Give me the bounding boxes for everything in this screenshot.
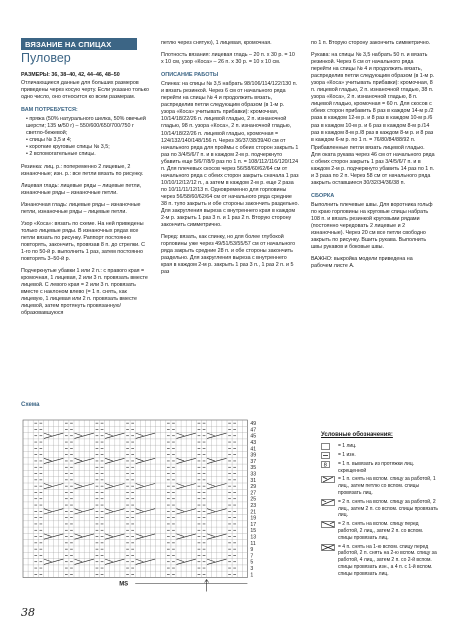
materials-item: • спицы № 3,5 и 4; [26, 137, 149, 144]
assembly-instructions: Выполнить плечевые швы. Для воротника гольф по краю горловины на круговые спицы набрать 108 п. и вязать резинкой круговыми рядами (постоянно чередовать 2 лицевые и 2 изнаночные). Через 20 см все петли свободно закрыть по рисунку. Вшить рукава. Выполнить швы рукавов и боковые швы. [311, 201, 433, 251]
row-label: 25 [250, 496, 257, 503]
front-cont: по 1 п. Вторую сторону закончить симметрично. [311, 40, 431, 46]
row-label: 33 [250, 471, 257, 478]
column-3 [311, 40, 435, 271]
knitting-chart [21, 410, 297, 592]
stop-arrow-icon [205, 580, 209, 592]
legend-text: = 2 п. снять на вспом. спицу за работой, 2 лиц., затем 2 п. со вспом. спицы провязать лиц. [338, 498, 439, 519]
row-label: 41 [250, 446, 257, 453]
row-label: 1 [250, 572, 254, 579]
row-label: 23 [250, 503, 257, 509]
cable-pattern: Узор «Коса»: вязать по схеме. На ней приведены только лицевые ряды. В изнаночных рядах все петли вязать по рисунку. Раппорт постоянно повторять, закончить, провязав 8 п. до стрелки. С 1-го по 50-й р. выполнить 1 раз, затем постоянно повторять 3–50-й р. [21, 220, 145, 263]
materials-list [21, 116, 149, 158]
assembly-heading: СБОРКА [311, 192, 335, 199]
cross-2-2-right-symbol-icon [321, 499, 335, 506]
schema-heading: Схема [21, 402, 40, 408]
rib-stitch: Резинка: лиц. р.: попеременно 2 лицевые, 2 изнаночные; изн. р.: все петли вязать по рисунку. [21, 163, 144, 177]
front-instructions: Перед: вязать, как спинку, но для более глубокой горловины уже через 49/51/53/55/57 см от начального ряда закрыть средние 28 п. и обе стороны закончить раздельно. Для закругления выреза с внутреннего края в каждом 2-м р. закрыть 1 раз 3 п., 1 раз 2 п. и 5 раз [161, 234, 296, 276]
row-label: 45 [250, 433, 257, 440]
sizes-note: Отличающиеся данные для больших размеров приведены через косую черту. Если указано только одно число, оно относится ко всем размерам. [21, 80, 149, 101]
purl-symbol-icon [321, 452, 335, 459]
instructions-heading: ОПИСАНИЕ РАБОТЫ [161, 72, 219, 79]
row-label: 47 [250, 427, 257, 434]
sleeves-instructions: Рукава: на спицы № 3,5 набрать 50 п. и вязать резинкой. Через 6 см от начального ряда перейти на спицы № 4 и продолжить вязать, распределив петли следующим образом (в 1-м р. узора «Коса» учитывать прибавки): кромочная, 8 п. лицевой гладью, 2 п. изнаночной гладью, 38 п. узора «Коса», 2 п. изнаночной гладью, 8 п. лицевой гладью, кромочная = 60 п. Для скосов с обеих сторон прибавить 8 раз в каждом 14-м р./2 раза в каждом 12-м р. и 8 раз в каждом 10-м р./6 раз в каждом 10-м р. и 6 раз в каждом 8-м р./14 раз в каждом 8-м р./8 раз в каждом 8-м р. и 8 раз в каждом 6-м р. по 1 п. = 76/80/84/88/92 п. [311, 52, 435, 143]
legend-text: = 4 п. снять на 1-ю вспом. спицу перед работой, 2 п. снять на 2-ю вспом. спицу за работой, 4 лиц., затем 2 п. со 2-й вспом. спицы провязать изн., а 4 п. с 1-й вспом. спицы провязать лиц. [338, 543, 437, 577]
legend-item [321, 476, 439, 496]
section-header [21, 38, 137, 65]
row-label: 5 [250, 559, 254, 566]
legend-item [321, 544, 439, 578]
legend-text: = 1 изн. [338, 451, 356, 458]
reverse-stitch: Изнаночная гладь: лицевые ряды – изнаночные петли, изнаночные ряды – лицевые петли. [21, 201, 141, 215]
knit-symbol-icon [321, 443, 335, 450]
page-number: 38 [21, 606, 35, 619]
legend-item [321, 461, 439, 475]
legend-item [321, 499, 439, 519]
legend-title: Условные обозначения: [321, 432, 393, 438]
row-label: 27 [250, 490, 257, 497]
row-label: 39 [250, 452, 257, 459]
svg-text:8: 8 [323, 462, 327, 468]
article-title: Пуловер [21, 51, 71, 65]
cross-4-2-4-symbol-icon [321, 544, 335, 551]
materials-item: • пряжа (50% натурального шелка, 50% овечьей шерсти; 135 м/50 г) – 550/600/650/700/750 г светло-бежевой; [26, 116, 149, 137]
row-label: 19 [250, 515, 257, 522]
legend [321, 432, 439, 580]
legend-text: = 1 п. вывязать из протяжки лиц. скрещенной [338, 460, 415, 474]
section-band: ВЯЗАНИЕ НА СПИЦАХ [21, 38, 137, 50]
row-label: 31 [250, 477, 257, 484]
gauge: Плотность вязания: лицевая гладь – 20 п. х 30 р. = 10 х 10 см, узор «Коса» – 26 п. х 30 р. = 10 х 10 см. [161, 52, 295, 66]
row-label: 3 [250, 566, 254, 572]
stockinette-stitch: Лицевая гладь: лицевые ряды – лицевые петли, изнаночные ряды – изнаночные петли. [21, 182, 142, 196]
important-note: ВАЖНО: выкройка модели приведена на рабочем листе А. [311, 256, 413, 270]
legend-text: = 1 п. снять на вспом. спицу за работой, 1 лиц., затем петлю со вспом. спицы провязать лиц. [338, 476, 436, 496]
twisted-increase-symbol-icon [321, 461, 335, 468]
cross-1-1-symbol-icon [321, 476, 335, 483]
row-label: 43 [250, 440, 257, 446]
legend-item [321, 521, 439, 541]
row-label: 11 [250, 540, 256, 547]
row-label: 49 [250, 421, 257, 428]
decreases: Подчеркнутые убавки 1 или 2 п.: с правого края = кромочная, 1 лицевая, 2 или 3 п. провязать вместе лицевой. С левого края = 2 или 3 п. провязать вместе с наклоном влево (= 1 п. снять, как лицевую, 1 лицевая или 2 п. провязать вместе лицевой, затем протянуть провязанную/образовавшуюся [21, 268, 148, 317]
row-label: 15 [250, 528, 257, 535]
row-label: 29 [250, 484, 257, 491]
row-label: 37 [250, 458, 257, 465]
column-2 [161, 40, 299, 277]
legend-text: = 2 п. снять на вспом. спицу перед работой, 2 лиц., затем 2 п. со вспом. спицы провязать лиц. [338, 521, 424, 541]
ms-label: MS [119, 581, 129, 588]
row-label: 17 [250, 521, 257, 528]
legend-item [321, 452, 439, 459]
row-label: 9 [250, 547, 254, 554]
row-label: 13 [250, 534, 257, 541]
legend-item [321, 443, 439, 450]
materials-heading: ВАМ ПОТРЕБУЕТСЯ: [21, 107, 78, 114]
sizes: РАЗМЕРЫ: 36, 38–40, 42, 44–46, 48–50 [21, 72, 120, 78]
materials-item: • 2 вспомогательные спицы. [26, 151, 149, 158]
row-label: 35 [250, 465, 257, 472]
materials-item: • короткие круговые спицы № 3,5; [26, 144, 149, 151]
legend-text: = 1 лиц. [338, 442, 357, 449]
decreases-cont: петлю через снятую), 1 лицевая, кромочная. [161, 40, 272, 46]
row-label: 7 [250, 553, 254, 560]
cross-2-2-left-symbol-icon [321, 521, 335, 528]
row-label: 21 [250, 509, 257, 516]
column-1 [21, 72, 149, 318]
back-instructions: Спинка: на спицы № 3,5 набрать 98/106/114/122/130 п. и вязать резинкой. Через 6 см от начального ряда перейти на спицы № 4 и продолжить вязать, распределив петли следующим образом (в 1-м р. узора «Коса» учитывать прибавки): кромочная, 10/14/18/22/26 п. лицевой гладью, 2 п. изнаночной гладью, 98 п. узора «Коса», 2 п. изнаночной гладью, 10/14/18/22/26 п. лицевой гладью, кромочная = 124/132/140/148/156 п. Через 36/37/38/39/40 см от начального ряда для проймы с обеих сторон закрыть 1 раз по 3/4/5/6/7 п. и в каждом 2-м р. подчеркнуто убавить еще 5/6/7/8/9 раз по 1 п. = 108/112/116/120/124 п. Для плечевых скосов через 56/58/60/62/64 см от начального ряда с обеих сторон закрыть сначала 1 раз 10/10/12/12/12 п., а затем в каждом 2-м р. еще 2 раза по 10/11/11/12/13 п. Одновременно для горловины через 56/58/60/62/64 см от начального ряда средние 38 п. тупо закрыть и обе стороны закончить раздельно. Для закругления выреза с внутреннего края в каждом 2-м р. закрыть 1 раз 3 п. и 1 раз 2 п. Вторую сторону закончить симметрично. [161, 81, 299, 229]
sleeves-instructions-2: Прибавленные петли вязать лицевой гладью. Для оката рукава через 46 см от начального ряда с обеих сторон закрыть 1 раз 3/4/5/6/7 п. и в каждом 2-м р. подчеркнуто убавить 14 раз по 1 п. и 3 раза по 2 п. Через 58 см от начального ряда закрыть оставшиеся 30/32/34/36/38 п. [311, 144, 435, 186]
